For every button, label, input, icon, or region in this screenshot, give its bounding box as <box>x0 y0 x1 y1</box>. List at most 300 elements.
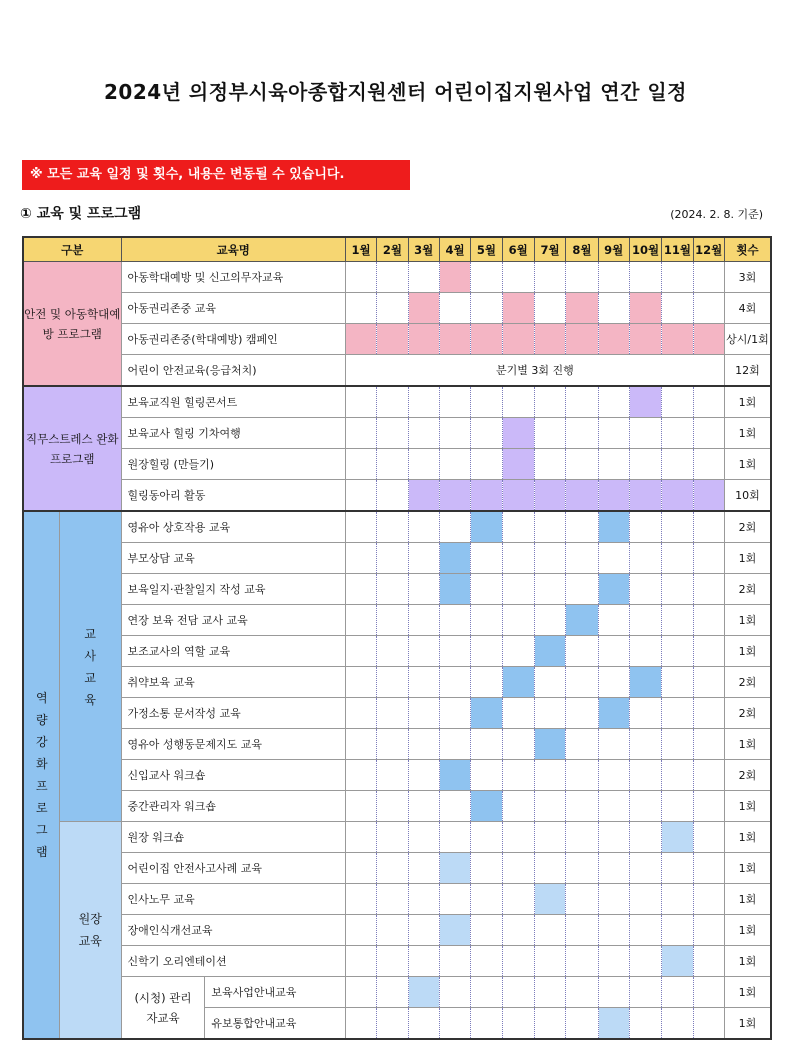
month-cell <box>662 293 693 324</box>
month-cell <box>439 574 470 605</box>
month-cell <box>629 977 661 1008</box>
month-cell <box>693 449 724 480</box>
month-cell <box>598 884 629 915</box>
month-cell <box>598 449 629 480</box>
month-cell <box>693 760 724 791</box>
month-cell <box>502 667 534 698</box>
month-cell <box>566 449 598 480</box>
program-name: 보조교사의 역할 교육 <box>121 636 345 667</box>
month-cell <box>408 884 439 915</box>
month-cell <box>598 698 629 729</box>
month-cell <box>534 853 565 884</box>
program-name: 가정소통 문서작성 교육 <box>121 698 345 729</box>
month-cell <box>377 449 408 480</box>
month-cell <box>439 729 470 760</box>
month-cell <box>345 386 376 418</box>
month-cell <box>534 293 565 324</box>
month-cell <box>471 418 502 449</box>
table-row <box>23 729 771 760</box>
month-cell <box>693 884 724 915</box>
header-month: 8월 <box>566 237 598 262</box>
month-cell <box>502 822 534 853</box>
month-cell <box>629 574 661 605</box>
month-cell <box>566 262 598 293</box>
month-cell <box>534 636 565 667</box>
month-cell <box>629 760 661 791</box>
month-cell <box>471 636 502 667</box>
month-cell <box>534 822 565 853</box>
month-cell <box>662 574 693 605</box>
month-cell <box>534 729 565 760</box>
month-cell <box>377 605 408 636</box>
month-cell <box>534 511 565 543</box>
month-cell <box>534 884 565 915</box>
program-name: 아동학대예방 및 신고의무자교육 <box>121 262 345 293</box>
month-cell <box>502 977 534 1008</box>
month-cell <box>345 822 376 853</box>
month-cell <box>377 760 408 791</box>
month-cell <box>502 324 534 355</box>
month-cell <box>662 386 693 418</box>
month-cell <box>502 293 534 324</box>
header-month: 7월 <box>534 237 565 262</box>
program-name: 중간관리자 워크숍 <box>121 791 345 822</box>
month-cell <box>693 324 724 355</box>
table-row <box>23 605 771 636</box>
month-cell <box>502 543 534 574</box>
month-cell <box>534 667 565 698</box>
table-row <box>23 262 771 293</box>
month-cell <box>598 543 629 574</box>
program-name: 영유아 성행동문제지도 교육 <box>121 729 345 760</box>
month-cell <box>439 667 470 698</box>
month-cell <box>345 915 376 946</box>
program-name: 원장 워크숍 <box>121 822 345 853</box>
header-month: 3월 <box>408 237 439 262</box>
month-cell <box>693 915 724 946</box>
month-cell <box>662 449 693 480</box>
month-cell <box>502 480 534 512</box>
table-row <box>23 511 771 543</box>
month-cell <box>534 1008 565 1040</box>
month-cell <box>662 636 693 667</box>
program-name: 아동권리존중 교육 <box>121 293 345 324</box>
month-cell <box>439 480 470 512</box>
month-cell <box>408 262 439 293</box>
program-name: 연장 보육 전담 교사 교육 <box>121 605 345 636</box>
month-cell <box>345 480 376 512</box>
month-cell <box>408 667 439 698</box>
month-cell <box>377 574 408 605</box>
month-cell <box>629 729 661 760</box>
month-cell <box>345 418 376 449</box>
session-count: 1회 <box>724 605 771 636</box>
session-count: 2회 <box>724 511 771 543</box>
session-count: 4회 <box>724 293 771 324</box>
month-cell <box>408 324 439 355</box>
month-cell <box>693 667 724 698</box>
month-cell <box>598 791 629 822</box>
program-name: 원장힐링 (만들기) <box>121 449 345 480</box>
month-cell <box>598 1008 629 1040</box>
program-name: 유보통합안내교육 <box>205 1008 346 1040</box>
month-cell <box>471 791 502 822</box>
month-cell <box>345 946 376 977</box>
month-cell <box>598 946 629 977</box>
month-cell <box>662 667 693 698</box>
month-cell <box>345 1008 376 1040</box>
table-row <box>23 822 771 853</box>
month-cell <box>345 760 376 791</box>
month-cell <box>629 449 661 480</box>
month-cell <box>408 946 439 977</box>
month-cell <box>662 915 693 946</box>
table-row <box>23 574 771 605</box>
month-cell <box>629 418 661 449</box>
month-cell <box>502 1008 534 1040</box>
month-cell <box>662 262 693 293</box>
header-month: 10월 <box>629 237 661 262</box>
month-cell <box>629 543 661 574</box>
month-cell <box>439 1008 470 1040</box>
month-cell <box>534 480 565 512</box>
session-count: 12회 <box>724 355 771 387</box>
month-cell <box>598 853 629 884</box>
table-row <box>23 698 771 729</box>
month-cell <box>662 946 693 977</box>
program-name: 보육교사 힐링 기차여행 <box>121 418 345 449</box>
month-cell <box>471 511 502 543</box>
month-cell <box>502 574 534 605</box>
month-cell <box>598 977 629 1008</box>
month-cell <box>662 791 693 822</box>
month-cell <box>377 480 408 512</box>
section-heading: ① 교육 및 프로그램 <box>20 206 142 222</box>
table-row <box>23 667 771 698</box>
session-count: 1회 <box>724 884 771 915</box>
month-cell <box>629 386 661 418</box>
session-count: 1회 <box>724 946 771 977</box>
month-cell <box>693 480 724 512</box>
month-cell <box>662 511 693 543</box>
month-cell <box>566 386 598 418</box>
month-cell <box>471 324 502 355</box>
month-cell <box>439 324 470 355</box>
month-cell <box>345 449 376 480</box>
program-name: 보육일지·관찰일지 작성 교육 <box>121 574 345 605</box>
month-cell <box>629 605 661 636</box>
month-cell <box>662 729 693 760</box>
month-cell <box>502 915 534 946</box>
program-name: 취약보육 교육 <box>121 667 345 698</box>
month-cell <box>693 853 724 884</box>
month-cell <box>345 636 376 667</box>
month-cell <box>408 915 439 946</box>
month-cell <box>439 760 470 791</box>
month-cell <box>566 915 598 946</box>
month-cell <box>471 386 502 418</box>
month-cell <box>345 667 376 698</box>
month-cell <box>566 853 598 884</box>
month-cell <box>471 262 502 293</box>
month-cell <box>471 293 502 324</box>
month-cell <box>502 729 534 760</box>
month-cell <box>566 729 598 760</box>
month-cell <box>408 511 439 543</box>
month-cell <box>408 574 439 605</box>
session-count: 1회 <box>724 729 771 760</box>
month-cell <box>471 543 502 574</box>
notice-banner: ※ 모든 교육 일정 및 횟수, 내용은 변동될 수 있습니다. <box>22 160 410 190</box>
table-row <box>23 543 771 574</box>
month-cell <box>471 698 502 729</box>
month-cell <box>377 293 408 324</box>
month-cell <box>502 636 534 667</box>
month-cell <box>566 574 598 605</box>
month-cell <box>662 605 693 636</box>
header-month: 4월 <box>439 237 470 262</box>
table-row <box>23 636 771 667</box>
table-row <box>23 760 771 791</box>
month-cell <box>629 262 661 293</box>
schedule-note: 분기별 3회 진행 <box>345 355 724 387</box>
session-count: 1회 <box>724 418 771 449</box>
month-cell <box>377 1008 408 1040</box>
header-name: 교육명 <box>121 237 345 262</box>
month-cell <box>471 480 502 512</box>
category-safety: 안전 및 아동학대예방 프로그램 <box>23 262 121 387</box>
month-cell <box>598 605 629 636</box>
header-month: 9월 <box>598 237 629 262</box>
month-cell <box>377 262 408 293</box>
month-cell <box>377 386 408 418</box>
month-cell <box>377 946 408 977</box>
month-cell <box>629 946 661 977</box>
month-cell <box>377 915 408 946</box>
header-month: 11월 <box>662 237 693 262</box>
session-count: 1회 <box>724 1008 771 1040</box>
month-cell <box>377 324 408 355</box>
subcategory-admin: (시청) 관리자교육 <box>121 977 205 1040</box>
month-cell <box>693 386 724 418</box>
month-cell <box>502 605 534 636</box>
month-cell <box>408 605 439 636</box>
session-count: 1회 <box>724 636 771 667</box>
month-cell <box>345 293 376 324</box>
header-month: 2월 <box>377 237 408 262</box>
month-cell <box>345 977 376 1008</box>
month-cell <box>566 760 598 791</box>
program-name: 장애인식개선교육 <box>121 915 345 946</box>
month-cell <box>534 574 565 605</box>
session-count: 1회 <box>724 543 771 574</box>
month-cell <box>345 324 376 355</box>
month-cell <box>502 418 534 449</box>
month-cell <box>598 324 629 355</box>
month-cell <box>662 543 693 574</box>
month-cell <box>662 977 693 1008</box>
session-count: 1회 <box>724 386 771 418</box>
program-name: 어린이 안전교육(응급처치) <box>121 355 345 387</box>
month-cell <box>408 1008 439 1040</box>
month-cell <box>471 667 502 698</box>
header-month: 12월 <box>693 237 724 262</box>
month-cell <box>693 1008 724 1040</box>
month-cell <box>502 262 534 293</box>
month-cell <box>566 605 598 636</box>
month-cell <box>598 262 629 293</box>
month-cell <box>693 729 724 760</box>
month-cell <box>408 853 439 884</box>
month-cell <box>566 543 598 574</box>
month-cell <box>566 324 598 355</box>
month-cell <box>439 511 470 543</box>
month-cell <box>502 449 534 480</box>
month-cell <box>345 605 376 636</box>
month-cell <box>408 729 439 760</box>
session-count: 1회 <box>724 822 771 853</box>
table-row <box>23 853 771 884</box>
month-cell <box>345 543 376 574</box>
month-cell <box>439 977 470 1008</box>
header-category: 구분 <box>23 237 121 262</box>
month-cell <box>377 822 408 853</box>
month-cell <box>693 977 724 1008</box>
month-cell <box>471 760 502 791</box>
month-cell <box>662 853 693 884</box>
schedule-table <box>22 236 772 1040</box>
month-cell <box>439 791 470 822</box>
program-name: 보육교직원 힐링콘서트 <box>121 386 345 418</box>
month-cell <box>598 511 629 543</box>
table-row <box>23 915 771 946</box>
session-count: 2회 <box>724 574 771 605</box>
month-cell <box>534 449 565 480</box>
month-cell <box>598 667 629 698</box>
month-cell <box>471 729 502 760</box>
month-cell <box>598 418 629 449</box>
month-cell <box>439 449 470 480</box>
table-row <box>23 293 771 324</box>
month-cell <box>662 822 693 853</box>
month-cell <box>693 511 724 543</box>
month-cell <box>693 822 724 853</box>
program-name: 신학기 오리엔테이션 <box>121 946 345 977</box>
month-cell <box>598 915 629 946</box>
month-cell <box>408 977 439 1008</box>
program-name: 영유아 상호작용 교육 <box>121 511 345 543</box>
month-cell <box>566 1008 598 1040</box>
month-cell <box>502 884 534 915</box>
month-cell <box>629 667 661 698</box>
month-cell <box>377 636 408 667</box>
month-cell <box>377 418 408 449</box>
month-cell <box>598 293 629 324</box>
month-cell <box>629 853 661 884</box>
month-cell <box>693 791 724 822</box>
month-cell <box>377 543 408 574</box>
month-cell <box>471 977 502 1008</box>
month-cell <box>439 822 470 853</box>
header-count: 횟수 <box>724 237 771 262</box>
month-cell <box>471 853 502 884</box>
month-cell <box>471 574 502 605</box>
month-cell <box>629 915 661 946</box>
month-cell <box>629 822 661 853</box>
header-month: 1월 <box>345 237 376 262</box>
program-name: 신입교사 워크숍 <box>121 760 345 791</box>
subcategory-director: 원장교육 <box>59 822 121 1040</box>
month-cell <box>534 605 565 636</box>
month-cell <box>439 853 470 884</box>
table-row <box>23 355 771 387</box>
table-row <box>23 449 771 480</box>
month-cell <box>345 791 376 822</box>
category-capacity: 역량강화 프로그램 <box>23 511 59 1039</box>
month-cell <box>377 791 408 822</box>
month-cell <box>345 884 376 915</box>
month-cell <box>693 574 724 605</box>
session-count: 1회 <box>724 853 771 884</box>
month-cell <box>408 543 439 574</box>
month-cell <box>693 293 724 324</box>
month-cell <box>439 293 470 324</box>
month-cell <box>377 667 408 698</box>
month-cell <box>598 760 629 791</box>
month-cell <box>502 386 534 418</box>
session-count: 1회 <box>724 791 771 822</box>
month-cell <box>566 946 598 977</box>
month-cell <box>629 636 661 667</box>
month-cell <box>534 698 565 729</box>
month-cell <box>377 977 408 1008</box>
header-month: 5월 <box>471 237 502 262</box>
table-row <box>23 884 771 915</box>
month-cell <box>502 511 534 543</box>
month-cell <box>566 511 598 543</box>
month-cell <box>693 605 724 636</box>
month-cell <box>598 636 629 667</box>
month-cell <box>566 822 598 853</box>
month-cell <box>408 480 439 512</box>
program-name: 힐링동아리 활동 <box>121 480 345 512</box>
month-cell <box>566 293 598 324</box>
month-cell <box>408 791 439 822</box>
program-name: 보육사업안내교육 <box>205 977 346 1008</box>
program-name: 부모상담 교육 <box>121 543 345 574</box>
month-cell <box>502 791 534 822</box>
month-cell <box>566 636 598 667</box>
month-cell <box>345 729 376 760</box>
table-row <box>23 791 771 822</box>
session-count: 2회 <box>724 667 771 698</box>
table-row <box>23 386 771 418</box>
subcategory-teacher: 교사교육 <box>59 511 121 822</box>
month-cell <box>377 853 408 884</box>
month-cell <box>629 293 661 324</box>
month-cell <box>439 543 470 574</box>
month-cell <box>502 760 534 791</box>
month-cell <box>693 418 724 449</box>
month-cell <box>629 480 661 512</box>
month-cell <box>534 977 565 1008</box>
month-cell <box>662 884 693 915</box>
month-cell <box>629 884 661 915</box>
month-cell <box>534 386 565 418</box>
month-cell <box>439 605 470 636</box>
month-cell <box>693 636 724 667</box>
month-cell <box>534 946 565 977</box>
